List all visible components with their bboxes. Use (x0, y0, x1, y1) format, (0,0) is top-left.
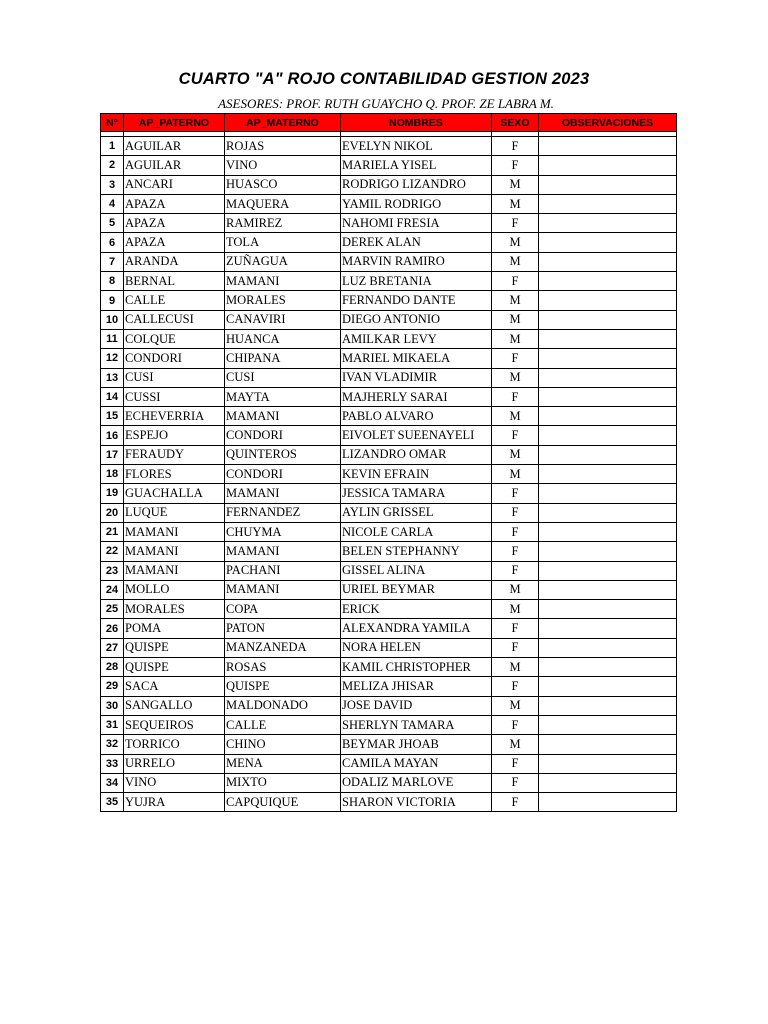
row-number: 15 (101, 407, 124, 426)
row-ap-materno: MAMANI (225, 272, 341, 291)
row-observaciones (539, 522, 677, 541)
row-number: 18 (101, 465, 124, 484)
row-observaciones (539, 252, 677, 271)
row-sexo: M (492, 175, 539, 194)
row-number: 12 (101, 349, 124, 368)
row-ap-paterno: QUISPE (124, 658, 225, 677)
row-ap-materno: CALLE (225, 715, 341, 734)
row-sexo: F (492, 561, 539, 580)
row-observaciones (539, 349, 677, 368)
table-row (101, 407, 677, 426)
row-number: 27 (101, 638, 124, 657)
row-observaciones (539, 426, 677, 445)
row-number: 4 (101, 194, 124, 213)
header-sexo: SEXO (492, 114, 539, 132)
table-row (101, 252, 677, 271)
row-sexo: F (492, 387, 539, 406)
row-observaciones (539, 272, 677, 291)
row-number: 10 (101, 310, 124, 329)
row-ap-paterno: AGUILAR (124, 156, 225, 175)
row-nombres: IVAN VLADIMIR (341, 368, 492, 387)
row-number: 13 (101, 368, 124, 387)
table-row (101, 175, 677, 194)
row-ap-materno: CHIPANA (225, 349, 341, 368)
row-nombres: MELIZA JHISAR (341, 677, 492, 696)
row-observaciones (539, 214, 677, 233)
row-ap-materno: CANAVIRI (225, 310, 341, 329)
row-observaciones (539, 658, 677, 677)
row-number: 33 (101, 754, 124, 773)
row-number: 21 (101, 522, 124, 541)
row-ap-materno: MANZANEDA (225, 638, 341, 657)
table-row (101, 349, 677, 368)
row-number: 26 (101, 619, 124, 638)
row-nombres: MARIEL MIKAELA (341, 349, 492, 368)
row-ap-materno: ZUÑAGUA (225, 252, 341, 271)
table-row (101, 310, 677, 329)
row-ap-paterno: APAZA (124, 194, 225, 213)
table-row (101, 600, 677, 619)
row-number: 5 (101, 214, 124, 233)
student-list-table (100, 113, 677, 812)
row-sexo: M (492, 407, 539, 426)
header-ap-paterno: AP_PATERNO (124, 114, 225, 132)
row-nombres: LIZANDRO OMAR (341, 445, 492, 464)
row-sexo: M (492, 194, 539, 213)
row-ap-materno: MAMANI (225, 542, 341, 561)
row-sexo: M (492, 252, 539, 271)
row-sexo: F (492, 638, 539, 657)
row-number: 31 (101, 715, 124, 734)
row-number: 17 (101, 445, 124, 464)
row-ap-materno: VINO (225, 156, 341, 175)
row-ap-materno: RAMIREZ (225, 214, 341, 233)
row-nombres: AMILKAR LEVY (341, 329, 492, 348)
row-observaciones (539, 194, 677, 213)
row-nombres: NAHOMI FRESIA (341, 214, 492, 233)
row-observaciones (539, 793, 677, 812)
row-sexo: F (492, 677, 539, 696)
table-row (101, 658, 677, 677)
row-ap-materno: MALDONADO (225, 696, 341, 715)
row-ap-paterno: MORALES (124, 600, 225, 619)
row-ap-materno: HUASCO (225, 175, 341, 194)
row-number: 3 (101, 175, 124, 194)
header-observaciones: OBSERVACIONES (539, 114, 677, 132)
document-subtitle: ASESORES: PROF. RUTH GUAYCHO Q. PROF. ZE LABRA M. (218, 96, 554, 111)
row-observaciones (539, 445, 677, 464)
row-number: 2 (101, 156, 124, 175)
row-observaciones (539, 619, 677, 638)
table-row (101, 619, 677, 638)
row-ap-paterno: SACA (124, 677, 225, 696)
row-observaciones (539, 175, 677, 194)
row-nombres: LUZ BRETANIA (341, 272, 492, 291)
table-row (101, 793, 677, 812)
row-number: 16 (101, 426, 124, 445)
row-ap-materno: QUISPE (225, 677, 341, 696)
row-observaciones (539, 407, 677, 426)
row-ap-paterno: SANGALLO (124, 696, 225, 715)
row-ap-paterno: VINO (124, 773, 225, 792)
row-number: 9 (101, 291, 124, 310)
row-number: 32 (101, 735, 124, 754)
row-observaciones (539, 542, 677, 561)
table-row (101, 484, 677, 503)
row-observaciones (539, 310, 677, 329)
table-row (101, 465, 677, 484)
row-nombres: ALEXANDRA YAMILA (341, 619, 492, 638)
row-sexo: F (492, 349, 539, 368)
row-ap-materno: MAQUERA (225, 194, 341, 213)
row-ap-materno: MAMANI (225, 484, 341, 503)
row-ap-materno: PATON (225, 619, 341, 638)
table-row (101, 368, 677, 387)
row-ap-materno: CUSI (225, 368, 341, 387)
header-number: N° (101, 114, 124, 132)
row-sexo: F (492, 503, 539, 522)
row-ap-materno: CONDORI (225, 465, 341, 484)
row-sexo: F (492, 754, 539, 773)
row-number: 30 (101, 696, 124, 715)
row-nombres: EIVOLET SUEENAYELI (341, 426, 492, 445)
row-number: 23 (101, 561, 124, 580)
table-row (101, 561, 677, 580)
row-number: 35 (101, 793, 124, 812)
row-observaciones (539, 137, 677, 156)
table-row (101, 387, 677, 406)
row-sexo: M (492, 658, 539, 677)
row-nombres: CAMILA MAYAN (341, 754, 492, 773)
row-sexo: F (492, 214, 539, 233)
row-number: 24 (101, 580, 124, 599)
table-row (101, 233, 677, 252)
row-sexo: M (492, 696, 539, 715)
row-sexo: M (492, 329, 539, 348)
row-sexo: M (492, 445, 539, 464)
row-nombres: BELEN STEPHANNY (341, 542, 492, 561)
row-sexo: F (492, 542, 539, 561)
row-observaciones (539, 484, 677, 503)
row-ap-materno: COPA (225, 600, 341, 619)
table-row (101, 638, 677, 657)
row-nombres: MAJHERLY SARAI (341, 387, 492, 406)
row-ap-paterno: ESPEJO (124, 426, 225, 445)
table-row (101, 715, 677, 734)
table-row (101, 773, 677, 792)
row-nombres: ODALIZ MARLOVE (341, 773, 492, 792)
row-sexo: M (492, 310, 539, 329)
row-number: 22 (101, 542, 124, 561)
row-observaciones (539, 715, 677, 734)
row-ap-paterno: CALLECUSI (124, 310, 225, 329)
row-sexo: F (492, 619, 539, 638)
row-ap-paterno: URRELO (124, 754, 225, 773)
row-ap-paterno: COLQUE (124, 329, 225, 348)
row-ap-materno: QUINTEROS (225, 445, 341, 464)
row-sexo: F (492, 793, 539, 812)
table-row (101, 194, 677, 213)
row-observaciones (539, 465, 677, 484)
row-nombres: BEYMAR JHOAB (341, 735, 492, 754)
row-sexo: M (492, 368, 539, 387)
table-row (101, 696, 677, 715)
row-ap-paterno: FLORES (124, 465, 225, 484)
table-row (101, 272, 677, 291)
row-sexo: F (492, 156, 539, 175)
row-sexo: M (492, 735, 539, 754)
row-nombres: FERNANDO DANTE (341, 291, 492, 310)
row-ap-paterno: TORRICO (124, 735, 225, 754)
row-nombres: JESSICA TAMARA (341, 484, 492, 503)
row-ap-paterno: ANCARI (124, 175, 225, 194)
row-observaciones (539, 329, 677, 348)
row-number: 6 (101, 233, 124, 252)
row-nombres: DIEGO ANTONIO (341, 310, 492, 329)
row-number: 25 (101, 600, 124, 619)
row-ap-paterno: APAZA (124, 214, 225, 233)
row-ap-materno: ROJAS (225, 137, 341, 156)
row-sexo: M (492, 465, 539, 484)
row-observaciones (539, 754, 677, 773)
row-sexo: M (492, 233, 539, 252)
table-row (101, 291, 677, 310)
row-nombres: AYLIN GRISSEL (341, 503, 492, 522)
table-row (101, 542, 677, 561)
row-nombres: YAMIL RODRIGO (341, 194, 492, 213)
row-nombres: MARVIN RAMIRO (341, 252, 492, 271)
row-ap-paterno: MAMANI (124, 542, 225, 561)
row-number: 1 (101, 137, 124, 156)
row-observaciones (539, 735, 677, 754)
row-ap-paterno: CONDORI (124, 349, 225, 368)
row-number: 14 (101, 387, 124, 406)
row-sexo: M (492, 291, 539, 310)
row-ap-materno: MAYTA (225, 387, 341, 406)
row-ap-paterno: CALLE (124, 291, 225, 310)
row-observaciones (539, 600, 677, 619)
table-row (101, 329, 677, 348)
row-ap-materno: MAMANI (225, 407, 341, 426)
row-nombres: SHERLYN TAMARA (341, 715, 492, 734)
row-ap-materno: MENA (225, 754, 341, 773)
row-ap-materno: CHINO (225, 735, 341, 754)
row-nombres: RODRIGO LIZANDRO (341, 175, 492, 194)
row-ap-materno: MIXTO (225, 773, 341, 792)
row-observaciones (539, 696, 677, 715)
row-observaciones (539, 387, 677, 406)
row-ap-paterno: BERNAL (124, 272, 225, 291)
table-row (101, 735, 677, 754)
row-sexo: F (492, 773, 539, 792)
table-row (101, 677, 677, 696)
table-row (101, 503, 677, 522)
row-nombres: EVELYN NIKOL (341, 137, 492, 156)
row-nombres: NICOLE CARLA (341, 522, 492, 541)
header-nombres: NOMBRES (341, 114, 492, 132)
row-ap-paterno: MOLLO (124, 580, 225, 599)
row-nombres: KEVIN EFRAIN (341, 465, 492, 484)
row-observaciones (539, 580, 677, 599)
row-ap-materno: MORALES (225, 291, 341, 310)
row-ap-paterno: AGUILAR (124, 137, 225, 156)
row-number: 11 (101, 329, 124, 348)
row-observaciones (539, 156, 677, 175)
row-ap-paterno: CUSI (124, 368, 225, 387)
row-ap-paterno: ECHEVERRIA (124, 407, 225, 426)
row-ap-paterno: MAMANI (124, 561, 225, 580)
row-ap-paterno: POMA (124, 619, 225, 638)
table-row (101, 137, 677, 156)
row-ap-materno: CONDORI (225, 426, 341, 445)
table-header-row (101, 114, 677, 132)
row-observaciones (539, 773, 677, 792)
table-row (101, 426, 677, 445)
table-row (101, 522, 677, 541)
row-nombres: URIEL BEYMAR (341, 580, 492, 599)
row-ap-paterno: MAMANI (124, 522, 225, 541)
row-ap-materno: FERNANDEZ (225, 503, 341, 522)
row-ap-paterno: YUJRA (124, 793, 225, 812)
row-nombres: NORA HELEN (341, 638, 492, 657)
row-ap-materno: PACHANI (225, 561, 341, 580)
row-number: 20 (101, 503, 124, 522)
row-number: 19 (101, 484, 124, 503)
table-body (101, 132, 677, 812)
row-ap-paterno: SEQUEIROS (124, 715, 225, 734)
row-sexo: F (492, 426, 539, 445)
row-ap-paterno: LUQUE (124, 503, 225, 522)
row-observaciones (539, 677, 677, 696)
row-number: 29 (101, 677, 124, 696)
row-ap-paterno: QUISPE (124, 638, 225, 657)
table-row (101, 214, 677, 233)
table-row (101, 445, 677, 464)
row-observaciones (539, 561, 677, 580)
row-ap-materno: HUANCA (225, 329, 341, 348)
row-ap-materno: TOLA (225, 233, 341, 252)
document-title: CUARTO "A" ROJO CONTABILIDAD GESTION 2023 (178, 70, 590, 88)
row-sexo: M (492, 580, 539, 599)
row-sexo: F (492, 137, 539, 156)
row-number: 7 (101, 252, 124, 271)
row-nombres: JOSE DAVID (341, 696, 492, 715)
row-nombres: MARIELA YISEL (341, 156, 492, 175)
table-row (101, 156, 677, 175)
row-number: 28 (101, 658, 124, 677)
row-observaciones (539, 638, 677, 657)
row-nombres: GISSEL ALINA (341, 561, 492, 580)
row-nombres: SHARON VICTORIA (341, 793, 492, 812)
row-ap-paterno: ARANDA (124, 252, 225, 271)
table-row (101, 580, 677, 599)
table-row (101, 754, 677, 773)
row-sexo: F (492, 522, 539, 541)
row-observaciones (539, 368, 677, 387)
row-nombres: ERICK (341, 600, 492, 619)
row-sexo: F (492, 715, 539, 734)
row-number: 8 (101, 272, 124, 291)
row-nombres: PABLO ALVARO (341, 407, 492, 426)
row-sexo: F (492, 484, 539, 503)
row-ap-materno: CAPQUIQUE (225, 793, 341, 812)
row-ap-paterno: GUACHALLA (124, 484, 225, 503)
row-ap-materno: CHUYMA (225, 522, 341, 541)
row-observaciones (539, 503, 677, 522)
row-nombres: DEREK ALAN (341, 233, 492, 252)
row-sexo: M (492, 600, 539, 619)
header-ap-materno: AP_MATERNO (225, 114, 341, 132)
row-observaciones (539, 291, 677, 310)
row-sexo: F (492, 272, 539, 291)
row-ap-paterno: APAZA (124, 233, 225, 252)
row-number: 34 (101, 773, 124, 792)
row-ap-materno: MAMANI (225, 580, 341, 599)
row-nombres: KAMIL CHRISTOPHER (341, 658, 492, 677)
row-ap-materno: ROSAS (225, 658, 341, 677)
row-observaciones (539, 233, 677, 252)
row-ap-paterno: FERAUDY (124, 445, 225, 464)
row-ap-paterno: CUSSI (124, 387, 225, 406)
